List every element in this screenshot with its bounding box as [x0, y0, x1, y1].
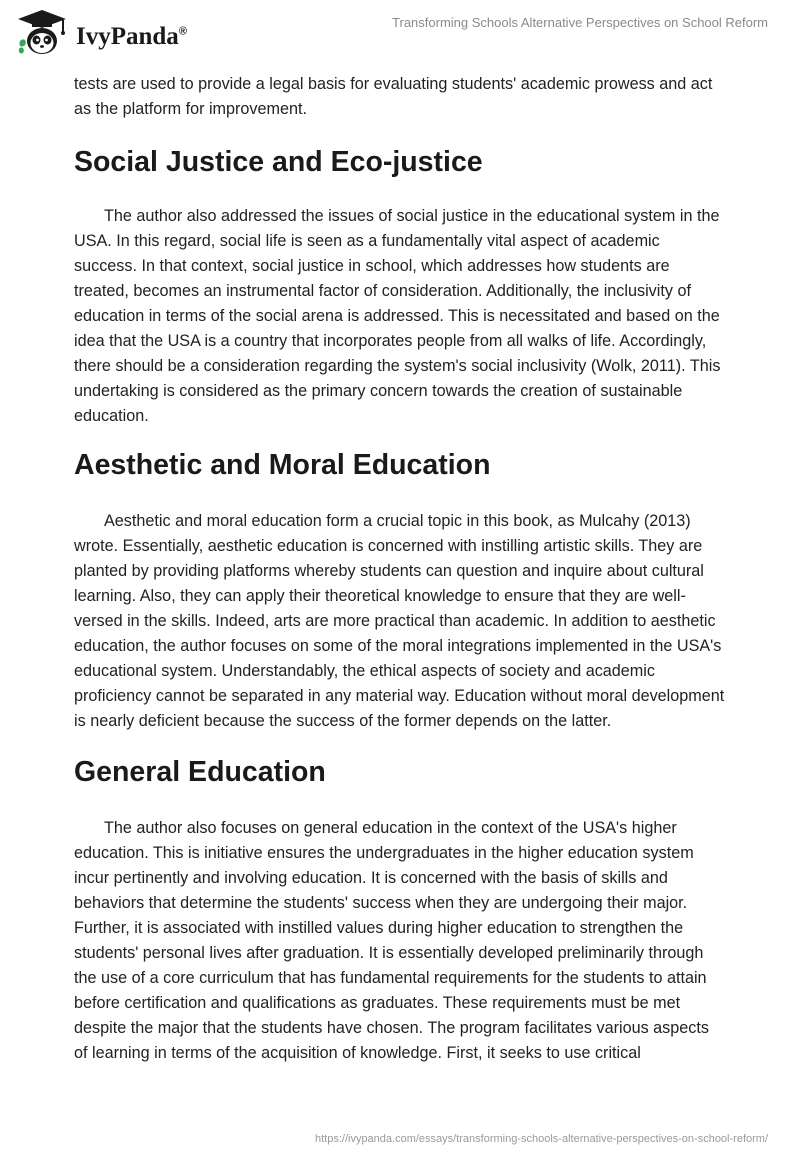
heading-general-education: General Education [74, 756, 326, 788]
footer-url[interactable]: https://ivypanda.com/essays/transforming-schools-alternative-perspectives-on-school-reform/ [314, 1133, 768, 1145]
ivypanda-logo[interactable] [14, 8, 187, 58]
panda-graduate-icon [14, 8, 70, 58]
document-title: Transforming Schools Alternative Perspectives on School Reform [392, 15, 768, 30]
heading-aesthetic-moral: Aesthetic and Moral Education [74, 449, 491, 481]
registered-mark: ® [178, 25, 187, 38]
paragraph-aesthetic-moral: Aesthetic and moral education form a crucial topic in this book, as Mulcahy (2013) wrote. Essentially, aesthetic education is concerned with instilling artistic skills. They are planted by providing platforms whereby students can question and inquire about cultural learning. Also, they can apply their theoretical knowledge to ensure that they are well-versed in the skills. Indeed, arts are more practical than academic. In addition to aesthetic education, the author focuses on some of the moral integrations implemented in the USA's educational system. Understandably, the ethical aspects of society and academic proficiency cannot be separated in any material way. Education without moral development is nearly deficient because the success of the former depends on the latter. [74, 512, 725, 730]
paragraph-general-education: The author also focuses on general education in the context of the USA's higher education. This is initiative ensures the undergraduates in the higher education system incur pertinently and involving education. It is concerned with the basis of skills and behaviors that determine the students' success when they are undergoing their major. Further, it is associated with instilled values during higher education to strengthen the students' personal lives after graduation. It is essentially developed preliminarily through the use of a core curriculum that has fundamental requirements for the students to attain before certification and qualifications as graduates. These requirements must be met despite the major that the students have chosen. The program facilitates various aspects of learning in terms of the acquisition of knowledge. First, it seeks to use critical [74, 819, 709, 1062]
page-header [0, 0, 800, 70]
paragraph-social-justice: The author also addressed the issues of social justice in the educational system in the USA. In this regard, social life is seen as a fundamentally vital aspect of academic success. In that context, social justice in school, which addresses how students are treated, becomes an instrumental factor of consideration. Additionally, the inclusivity of education in terms of the social arena is addressed. This is necessitated and based on the idea that the USA is a country that incorporates people from all walks of life. Accordingly, there should be a consideration regarding the system's social inclusivity (Wolk, 2011). This undertaking is considered as the primary concern towards the creation of sustainable education. [74, 207, 721, 425]
intro-paragraph: tests are used to provide a legal basis for evaluating students' academic prowess and act as the platform for improvement. [74, 75, 713, 118]
brand-name: IvyPanda® [76, 23, 187, 50]
heading-social-justice: Social Justice and Eco-justice [74, 146, 483, 178]
essay-content [74, 70, 726, 1066]
